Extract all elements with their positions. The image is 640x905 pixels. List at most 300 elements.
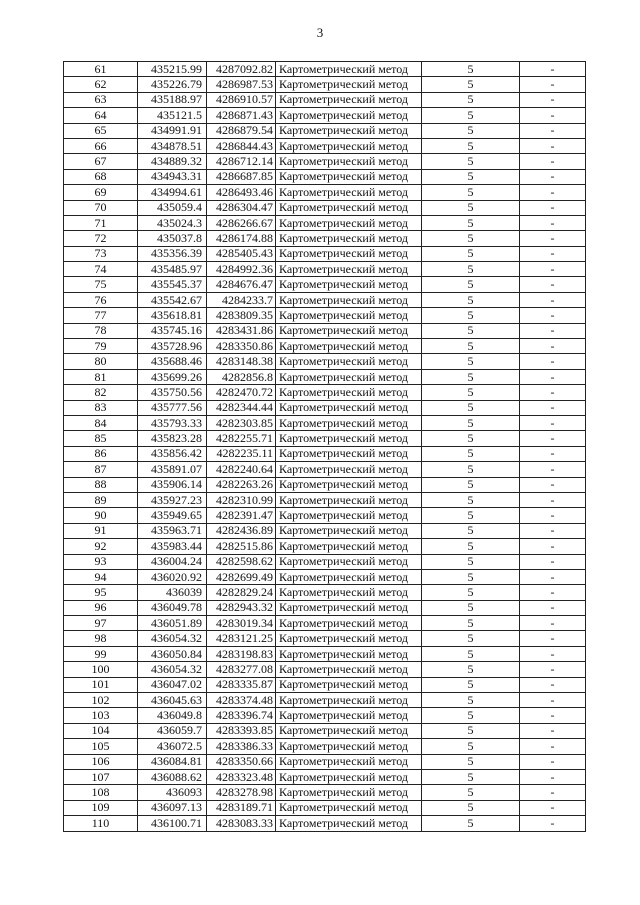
method-cell: Картометрический метод: [276, 539, 422, 554]
y-coordinate-cell: 4282255.71: [207, 431, 276, 446]
y-coordinate-cell: 4283277.08: [207, 662, 276, 677]
precision-cell: 5: [422, 492, 520, 507]
y-coordinate-cell: 4284233.7: [207, 292, 276, 307]
precision-cell: 5: [422, 477, 520, 492]
y-coordinate-cell: 4282856.8: [207, 369, 276, 384]
y-coordinate-cell: 4283083.33: [207, 816, 276, 831]
method-cell: Картометрический метод: [276, 339, 422, 354]
method-cell: Картометрический метод: [276, 277, 422, 292]
precision-cell: 5: [422, 62, 520, 77]
method-cell: Картометрический метод: [276, 385, 422, 400]
method-cell: Картометрический метод: [276, 708, 422, 723]
table-row: [64, 308, 586, 323]
precision-cell: 5: [422, 215, 520, 230]
table-row: [64, 462, 586, 477]
method-cell: Картометрический метод: [276, 616, 422, 631]
x-coordinate-cell: 435059.4: [138, 200, 207, 215]
description-cell: -: [520, 431, 586, 446]
precision-cell: 5: [422, 138, 520, 153]
method-cell: Картометрический метод: [276, 631, 422, 646]
point-number-cell: 73: [64, 246, 138, 261]
table-row: [64, 523, 586, 538]
point-number-cell: 103: [64, 708, 138, 723]
table-row: [64, 739, 586, 754]
x-coordinate-cell: 435793.33: [138, 415, 207, 430]
description-cell: -: [520, 385, 586, 400]
method-cell: Картометрический метод: [276, 492, 422, 507]
precision-cell: 5: [422, 231, 520, 246]
method-cell: Картометрический метод: [276, 154, 422, 169]
point-number-cell: 91: [64, 523, 138, 538]
point-number-cell: 65: [64, 123, 138, 138]
x-coordinate-cell: 436045.63: [138, 693, 207, 708]
table-row: [64, 816, 586, 831]
coordinates-table: [63, 61, 586, 832]
x-coordinate-cell: 436020.92: [138, 569, 207, 584]
point-number-cell: 64: [64, 108, 138, 123]
description-cell: -: [520, 769, 586, 784]
x-coordinate-cell: 435618.81: [138, 308, 207, 323]
point-number-cell: 89: [64, 492, 138, 507]
y-coordinate-cell: 4282470.72: [207, 385, 276, 400]
precision-cell: 5: [422, 785, 520, 800]
y-coordinate-cell: 4286987.53: [207, 77, 276, 92]
table-row: [64, 292, 586, 307]
method-cell: Картометрический метод: [276, 723, 422, 738]
point-number-cell: 82: [64, 385, 138, 400]
description-cell: -: [520, 415, 586, 430]
point-number-cell: 96: [64, 600, 138, 615]
x-coordinate-cell: 436054.32: [138, 631, 207, 646]
method-cell: Картометрический метод: [276, 77, 422, 92]
method-cell: Картометрический метод: [276, 369, 422, 384]
method-cell: Картометрический метод: [276, 646, 422, 661]
y-coordinate-cell: 4282943.32: [207, 600, 276, 615]
y-coordinate-cell: 4283148.38: [207, 354, 276, 369]
y-coordinate-cell: 4286879.54: [207, 123, 276, 138]
y-coordinate-cell: 4282598.62: [207, 554, 276, 569]
table-row: [64, 400, 586, 415]
point-number-cell: 99: [64, 646, 138, 661]
method-cell: Картометрический метод: [276, 662, 422, 677]
description-cell: -: [520, 800, 586, 815]
y-coordinate-cell: 4283386.33: [207, 739, 276, 754]
x-coordinate-cell: 435188.97: [138, 92, 207, 107]
x-coordinate-cell: 435024.3: [138, 215, 207, 230]
y-coordinate-cell: 4283323.48: [207, 769, 276, 784]
x-coordinate-cell: 436049.78: [138, 600, 207, 615]
table-row: [64, 354, 586, 369]
y-coordinate-cell: 4282436.89: [207, 523, 276, 538]
x-coordinate-cell: 435823.28: [138, 431, 207, 446]
y-coordinate-cell: 4283393.85: [207, 723, 276, 738]
method-cell: Картометрический метод: [276, 677, 422, 692]
point-number-cell: 92: [64, 539, 138, 554]
x-coordinate-cell: 436054.32: [138, 662, 207, 677]
precision-cell: 5: [422, 677, 520, 692]
point-number-cell: 71: [64, 215, 138, 230]
description-cell: -: [520, 446, 586, 461]
point-number-cell: 101: [64, 677, 138, 692]
table-row: [64, 246, 586, 261]
table-row: [64, 185, 586, 200]
table-row: [64, 646, 586, 661]
coordinates-table-body: [64, 62, 586, 832]
y-coordinate-cell: 4282515.86: [207, 539, 276, 554]
table-row: [64, 138, 586, 153]
point-number-cell: 88: [64, 477, 138, 492]
point-number-cell: 98: [64, 631, 138, 646]
method-cell: Картометрический метод: [276, 231, 422, 246]
y-coordinate-cell: 4282303.85: [207, 415, 276, 430]
point-number-cell: 75: [64, 277, 138, 292]
description-cell: -: [520, 693, 586, 708]
y-coordinate-cell: 4283278.98: [207, 785, 276, 800]
y-coordinate-cell: 4283396.74: [207, 708, 276, 723]
x-coordinate-cell: 435121.5: [138, 108, 207, 123]
precision-cell: 5: [422, 800, 520, 815]
x-coordinate-cell: 435226.79: [138, 77, 207, 92]
method-cell: Картометрический метод: [276, 308, 422, 323]
precision-cell: 5: [422, 508, 520, 523]
precision-cell: 5: [422, 185, 520, 200]
x-coordinate-cell: 436004.24: [138, 554, 207, 569]
description-cell: -: [520, 123, 586, 138]
point-number-cell: 93: [64, 554, 138, 569]
y-coordinate-cell: 4282344.44: [207, 400, 276, 415]
x-coordinate-cell: 435037.8: [138, 231, 207, 246]
precision-cell: 5: [422, 523, 520, 538]
method-cell: Картометрический метод: [276, 138, 422, 153]
y-coordinate-cell: 4286844.43: [207, 138, 276, 153]
description-cell: -: [520, 92, 586, 107]
table-row: [64, 200, 586, 215]
precision-cell: 5: [422, 769, 520, 784]
precision-cell: 5: [422, 262, 520, 277]
precision-cell: 5: [422, 585, 520, 600]
method-cell: Картометрический метод: [276, 585, 422, 600]
description-cell: -: [520, 631, 586, 646]
point-number-cell: 72: [64, 231, 138, 246]
table-row: [64, 677, 586, 692]
method-cell: Картометрический метод: [276, 785, 422, 800]
point-number-cell: 94: [64, 569, 138, 584]
table-row: [64, 431, 586, 446]
point-number-cell: 84: [64, 415, 138, 430]
x-coordinate-cell: 435750.56: [138, 385, 207, 400]
table-row: [64, 616, 586, 631]
point-number-cell: 69: [64, 185, 138, 200]
point-number-cell: 62: [64, 77, 138, 92]
description-cell: -: [520, 677, 586, 692]
x-coordinate-cell: 435983.44: [138, 539, 207, 554]
x-coordinate-cell: 434889.32: [138, 154, 207, 169]
table-row: [64, 477, 586, 492]
point-number-cell: 61: [64, 62, 138, 77]
description-cell: -: [520, 354, 586, 369]
y-coordinate-cell: 4286266.67: [207, 215, 276, 230]
description-cell: -: [520, 569, 586, 584]
description-cell: -: [520, 200, 586, 215]
x-coordinate-cell: 436050.84: [138, 646, 207, 661]
x-coordinate-cell: 436084.81: [138, 754, 207, 769]
description-cell: -: [520, 308, 586, 323]
precision-cell: 5: [422, 169, 520, 184]
point-number-cell: 95: [64, 585, 138, 600]
table-row: [64, 123, 586, 138]
description-cell: -: [520, 169, 586, 184]
y-coordinate-cell: 4282235.11: [207, 446, 276, 461]
x-coordinate-cell: 435728.96: [138, 339, 207, 354]
method-cell: Картометрический метод: [276, 600, 422, 615]
description-cell: -: [520, 616, 586, 631]
table-row: [64, 539, 586, 554]
point-number-cell: 105: [64, 739, 138, 754]
point-number-cell: 100: [64, 662, 138, 677]
description-cell: -: [520, 816, 586, 831]
description-cell: -: [520, 62, 586, 77]
point-number-cell: 102: [64, 693, 138, 708]
description-cell: -: [520, 662, 586, 677]
table-row: [64, 600, 586, 615]
description-cell: -: [520, 739, 586, 754]
table-row: [64, 508, 586, 523]
table-row: [64, 631, 586, 646]
table-row: [64, 262, 586, 277]
x-coordinate-cell: 434994.61: [138, 185, 207, 200]
x-coordinate-cell: 434943.31: [138, 169, 207, 184]
y-coordinate-cell: 4283374.48: [207, 693, 276, 708]
point-number-cell: 86: [64, 446, 138, 461]
method-cell: Картометрический метод: [276, 185, 422, 200]
point-number-cell: 108: [64, 785, 138, 800]
y-coordinate-cell: 4283019.34: [207, 616, 276, 631]
table-row: [64, 415, 586, 430]
y-coordinate-cell: 4282263.26: [207, 477, 276, 492]
precision-cell: 5: [422, 539, 520, 554]
point-number-cell: 85: [64, 431, 138, 446]
table-row: [64, 154, 586, 169]
method-cell: Картометрический метод: [276, 569, 422, 584]
y-coordinate-cell: 4284676.47: [207, 277, 276, 292]
precision-cell: 5: [422, 123, 520, 138]
x-coordinate-cell: 435927.23: [138, 492, 207, 507]
point-number-cell: 78: [64, 323, 138, 338]
y-coordinate-cell: 4283431.86: [207, 323, 276, 338]
method-cell: Картометрический метод: [276, 462, 422, 477]
y-coordinate-cell: 4282829.24: [207, 585, 276, 600]
x-coordinate-cell: 435856.42: [138, 446, 207, 461]
table-row: [64, 215, 586, 230]
method-cell: Картометрический метод: [276, 323, 422, 338]
point-number-cell: 107: [64, 769, 138, 784]
table-row: [64, 446, 586, 461]
x-coordinate-cell: 435699.26: [138, 369, 207, 384]
description-cell: -: [520, 492, 586, 507]
y-coordinate-cell: 4283121.25: [207, 631, 276, 646]
x-coordinate-cell: 435745.16: [138, 323, 207, 338]
precision-cell: 5: [422, 400, 520, 415]
description-cell: -: [520, 77, 586, 92]
method-cell: Картометрический метод: [276, 123, 422, 138]
point-number-cell: 70: [64, 200, 138, 215]
point-number-cell: 110: [64, 816, 138, 831]
method-cell: Картометрический метод: [276, 693, 422, 708]
precision-cell: 5: [422, 569, 520, 584]
table-row: [64, 277, 586, 292]
table-row: [64, 569, 586, 584]
table-row: [64, 754, 586, 769]
precision-cell: 5: [422, 708, 520, 723]
y-coordinate-cell: 4283335.87: [207, 677, 276, 692]
x-coordinate-cell: 436097.13: [138, 800, 207, 815]
method-cell: Картометрический метод: [276, 754, 422, 769]
precision-cell: 5: [422, 446, 520, 461]
description-cell: -: [520, 262, 586, 277]
point-number-cell: 106: [64, 754, 138, 769]
point-number-cell: 104: [64, 723, 138, 738]
precision-cell: 5: [422, 77, 520, 92]
method-cell: Картометрический метод: [276, 354, 422, 369]
method-cell: Картометрический метод: [276, 292, 422, 307]
y-coordinate-cell: 4283350.86: [207, 339, 276, 354]
method-cell: Картометрический метод: [276, 446, 422, 461]
method-cell: Картометрический метод: [276, 523, 422, 538]
y-coordinate-cell: 4286174.88: [207, 231, 276, 246]
point-number-cell: 67: [64, 154, 138, 169]
table-row: [64, 492, 586, 507]
precision-cell: 5: [422, 354, 520, 369]
precision-cell: 5: [422, 308, 520, 323]
method-cell: Картометрический метод: [276, 200, 422, 215]
method-cell: Картометрический метод: [276, 477, 422, 492]
precision-cell: 5: [422, 200, 520, 215]
method-cell: Картометрический метод: [276, 415, 422, 430]
y-coordinate-cell: 4286910.57: [207, 92, 276, 107]
point-number-cell: 68: [64, 169, 138, 184]
table-row: [64, 108, 586, 123]
point-number-cell: 80: [64, 354, 138, 369]
x-coordinate-cell: 436047.02: [138, 677, 207, 692]
method-cell: Картометрический метод: [276, 62, 422, 77]
precision-cell: 5: [422, 631, 520, 646]
x-coordinate-cell: 435545.37: [138, 277, 207, 292]
method-cell: Картометрический метод: [276, 739, 422, 754]
table-row: [64, 62, 586, 77]
description-cell: -: [520, 600, 586, 615]
y-coordinate-cell: 4286304.47: [207, 200, 276, 215]
point-number-cell: 90: [64, 508, 138, 523]
point-number-cell: 87: [64, 462, 138, 477]
point-number-cell: 63: [64, 92, 138, 107]
precision-cell: 5: [422, 92, 520, 107]
method-cell: Картометрический метод: [276, 800, 422, 815]
precision-cell: 5: [422, 693, 520, 708]
precision-cell: 5: [422, 369, 520, 384]
x-coordinate-cell: 436059.7: [138, 723, 207, 738]
x-coordinate-cell: 434878.51: [138, 138, 207, 153]
point-number-cell: 81: [64, 369, 138, 384]
precision-cell: 5: [422, 462, 520, 477]
y-coordinate-cell: 4285405.43: [207, 246, 276, 261]
x-coordinate-cell: 435963.71: [138, 523, 207, 538]
method-cell: Картометрический метод: [276, 508, 422, 523]
y-coordinate-cell: 4286712.14: [207, 154, 276, 169]
x-coordinate-cell: 434991.91: [138, 123, 207, 138]
y-coordinate-cell: 4283350.66: [207, 754, 276, 769]
page-number: 3: [316, 25, 324, 40]
table-row: [64, 369, 586, 384]
table-row: [64, 323, 586, 338]
table-row: [64, 785, 586, 800]
method-cell: Картометрический метод: [276, 400, 422, 415]
description-cell: -: [520, 646, 586, 661]
table-row: [64, 585, 586, 600]
point-number-cell: 109: [64, 800, 138, 815]
y-coordinate-cell: 4286871.43: [207, 108, 276, 123]
table-row: [64, 385, 586, 400]
precision-cell: 5: [422, 739, 520, 754]
table-row: [64, 77, 586, 92]
description-cell: -: [520, 554, 586, 569]
precision-cell: 5: [422, 816, 520, 831]
precision-cell: 5: [422, 431, 520, 446]
description-cell: -: [520, 369, 586, 384]
description-cell: -: [520, 585, 586, 600]
precision-cell: 5: [422, 339, 520, 354]
y-coordinate-cell: 4283189.71: [207, 800, 276, 815]
precision-cell: 5: [422, 600, 520, 615]
description-cell: -: [520, 462, 586, 477]
y-coordinate-cell: 4282240.64: [207, 462, 276, 477]
x-coordinate-cell: 435356.39: [138, 246, 207, 261]
description-cell: -: [520, 754, 586, 769]
table-row: [64, 693, 586, 708]
x-coordinate-cell: 436093: [138, 785, 207, 800]
precision-cell: 5: [422, 415, 520, 430]
description-cell: -: [520, 185, 586, 200]
x-coordinate-cell: 435485.97: [138, 262, 207, 277]
table-row: [64, 769, 586, 784]
x-coordinate-cell: 436039: [138, 585, 207, 600]
description-cell: -: [520, 523, 586, 538]
x-coordinate-cell: 436100.71: [138, 816, 207, 831]
precision-cell: 5: [422, 246, 520, 261]
description-cell: -: [520, 400, 586, 415]
precision-cell: 5: [422, 277, 520, 292]
x-coordinate-cell: 435542.67: [138, 292, 207, 307]
method-cell: Картометрический метод: [276, 769, 422, 784]
x-coordinate-cell: 435949.65: [138, 508, 207, 523]
table-row: [64, 723, 586, 738]
point-number-cell: 83: [64, 400, 138, 415]
method-cell: Картометрический метод: [276, 246, 422, 261]
description-cell: -: [520, 339, 586, 354]
precision-cell: 5: [422, 754, 520, 769]
y-coordinate-cell: 4287092.82: [207, 62, 276, 77]
x-coordinate-cell: 435215.99: [138, 62, 207, 77]
precision-cell: 5: [422, 292, 520, 307]
precision-cell: 5: [422, 616, 520, 631]
precision-cell: 5: [422, 385, 520, 400]
point-number-cell: 74: [64, 262, 138, 277]
table-row: [64, 662, 586, 677]
y-coordinate-cell: 4286493.46: [207, 185, 276, 200]
method-cell: Картометрический метод: [276, 108, 422, 123]
table-row: [64, 169, 586, 184]
x-coordinate-cell: 436072.5: [138, 739, 207, 754]
y-coordinate-cell: 4283809.35: [207, 308, 276, 323]
